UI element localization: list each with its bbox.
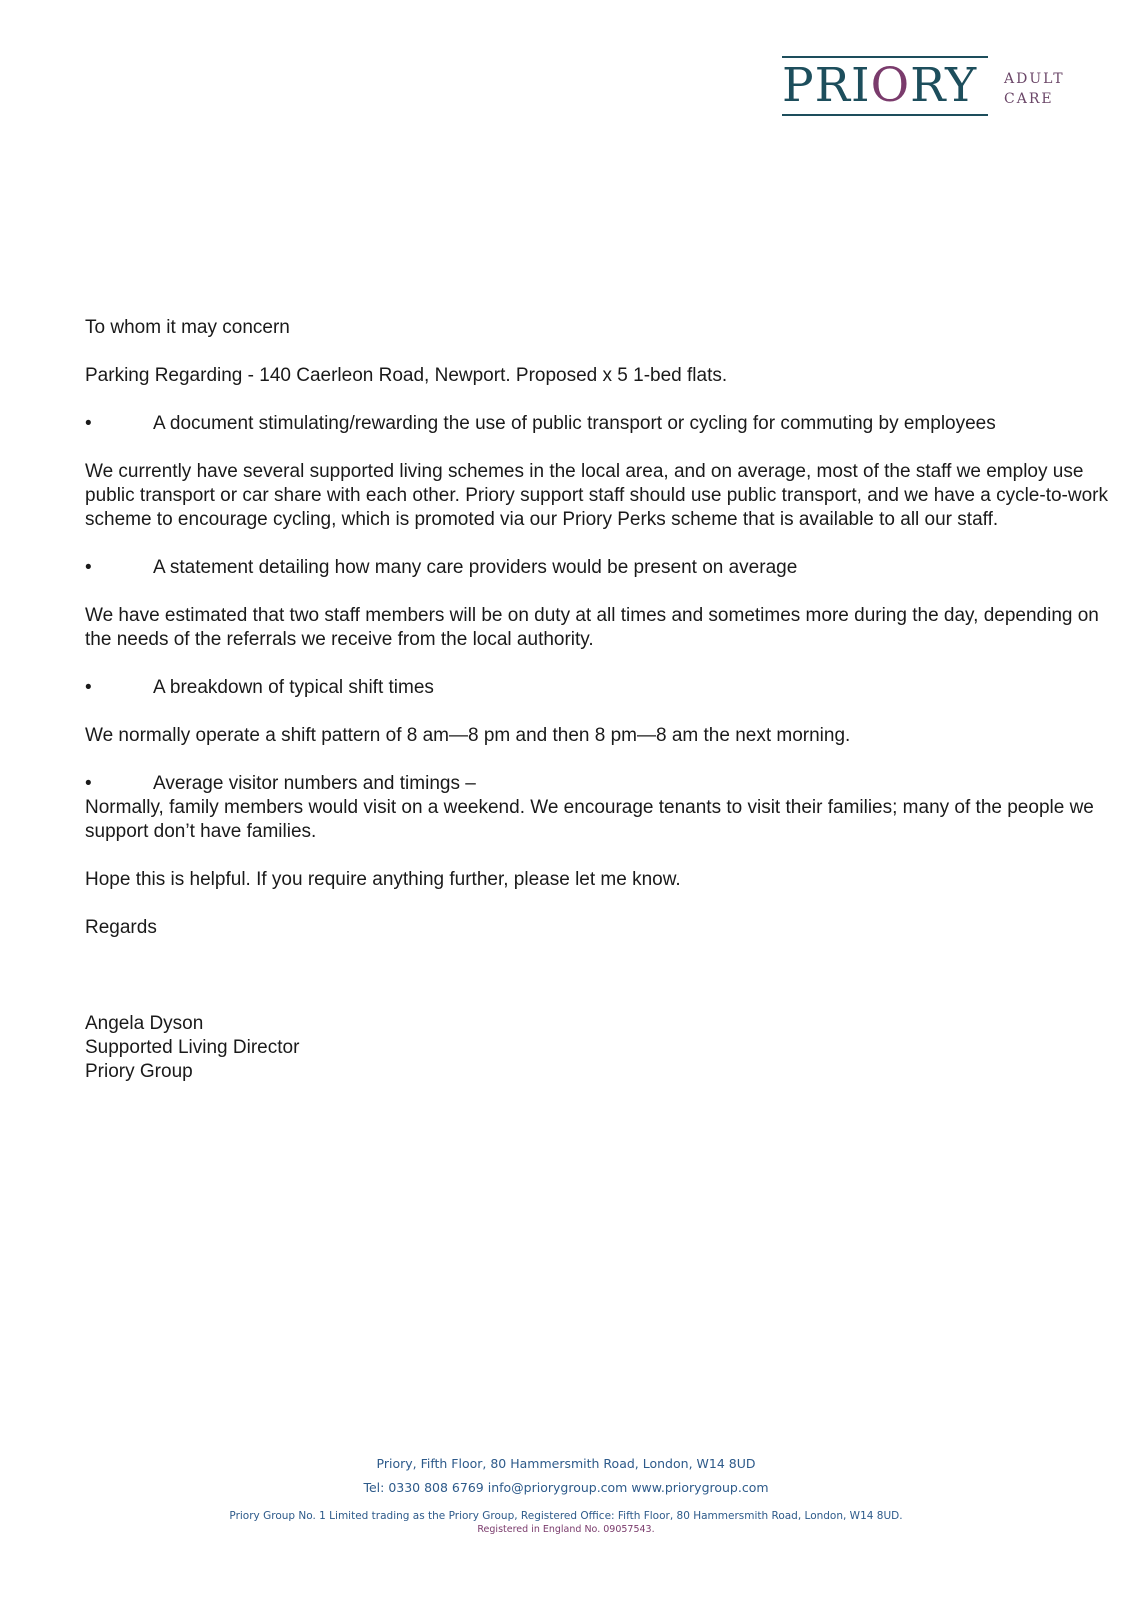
logo-word-post: RY [910, 58, 978, 113]
logo-sub-care: CARE [1004, 91, 1054, 107]
section-heading-care-providers [85, 556, 1115, 580]
bullet-marker: • [85, 413, 92, 434]
signatory-organisation: Priory Group [85, 1061, 193, 1082]
bullet-marker: • [85, 557, 92, 578]
letter-body [85, 316, 1115, 1084]
section-heading-text: A document stimulating/rewarding the use of public transport or cycling for commuting by employees [153, 413, 996, 434]
section-heading-text: A breakdown of typical shift times [153, 677, 434, 698]
signatory-title: Supported Living Director [85, 1037, 300, 1058]
letterhead-footer [0, 1455, 1132, 1536]
logo-subtitle [1004, 69, 1065, 109]
section-heading-visitors [85, 772, 1115, 796]
priory-adult-care-logo [782, 56, 1072, 118]
logo-word-pre: PRI [782, 58, 871, 113]
section-heading-shift-times [85, 676, 1115, 700]
logo-wordmark [782, 60, 977, 112]
footer-address: Priory, Fifth Floor, 80 Hammersmith Road, London, W14 8UD [376, 1456, 756, 1471]
section-body-transport: We currently have several supported living schemes in the local area, and on average, most of the staff we employ use public transport or car share with each other. Priory support staff should use public transport, and we have a cycle-to-work scheme to encourage cycling, which is promoted via our Priory Perks scheme that is available to all our staff. [85, 461, 1108, 530]
section-body-shift-times: We normally operate a shift pattern of 8 am—8 pm and then 8 pm—8 am the next morning. [85, 725, 851, 746]
signatory-name: Angela Dyson [85, 1013, 204, 1034]
footer-registration-number: Registered in England No. 09057543. [477, 1524, 655, 1535]
footer-contact: Tel: 0330 808 6769 info@priorygroup.com www.priorygroup.com [363, 1480, 769, 1495]
signoff: Regards [85, 917, 157, 938]
closing-note: Hope this is helpful. If you require anything further, please let me know. [85, 869, 681, 890]
bullet-marker: • [85, 677, 92, 698]
footer-registered-office: Priory Group No. 1 Limited trading as the Priory Group, Registered Office: Fifth Floor, 80 Hammersmith Road, London, W14 8UD. [229, 1510, 903, 1522]
bullet-marker: • [85, 773, 92, 794]
section-heading-transport [85, 412, 1115, 436]
section-heading-text: A statement detailing how many care providers would be present on average [153, 557, 798, 578]
subject-line: Parking Regarding - 140 Caerleon Road, Newport. Proposed x 5 1-bed flats. [85, 365, 728, 386]
logo-sub-adult: ADULT [1004, 71, 1065, 87]
logo-bottom-rule [782, 114, 988, 116]
section-heading-text: Average visitor numbers and timings – [153, 773, 476, 794]
signature-block [85, 1012, 1115, 1084]
section-body-care-providers: We have estimated that two staff members will be on duty at all times and sometimes more during the day, depending on the needs of the referrals we receive from the local authority. [85, 605, 1099, 650]
signature-space [85, 964, 1115, 1012]
salutation: To whom it may concern [85, 317, 290, 338]
logo-word-accent: O [870, 58, 911, 113]
section-body-visitors: Normally, family members would visit on a weekend. We encourage tenants to visit their families; many of the people we support don’t have families. [85, 797, 1094, 842]
